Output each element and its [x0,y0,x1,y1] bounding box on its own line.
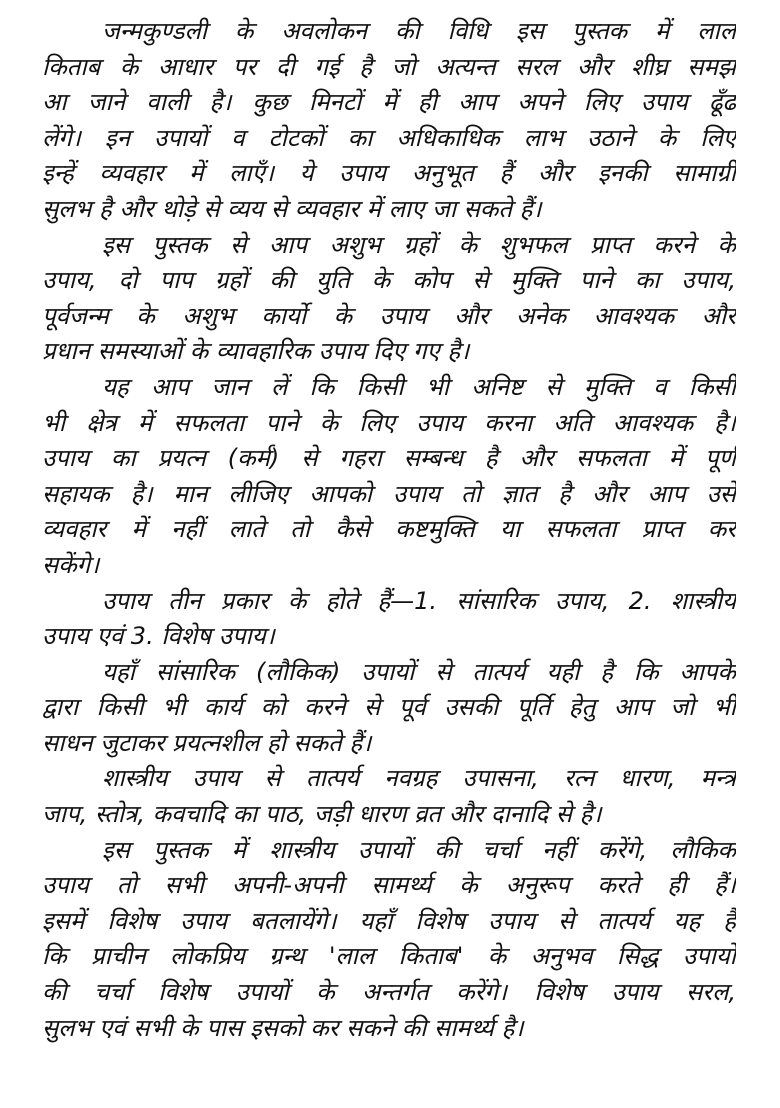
book-page-text [42,14,736,1046]
text-line: उपाय तो सभी अपनी-अपनी सामर्थ्य के अनुरूप करते ही हैं। [42,871,736,900]
text-line: उपाय तीन प्रकार के होते हैं—1. सांसारिक उपाय, 2. शास्त्रीय [102,586,736,615]
text-line: इस पुस्तक से आप अशुभ ग्रहों के शुभफल प्राप्त करने के [102,230,736,259]
text-line: सुलभ है और थोड़े से व्यय से व्यवहार में लाए जा सकते हैं। [42,194,542,223]
text-line: की चर्चा विशेष उपायों के अन्तर्गत करेंगे। विशेष उपाय सरल, [42,978,736,1007]
text-line: इसमें विशेष उपाय बतलायेंगे। यहाँ विशेष उपाय से तात्पर्य यह है [42,906,736,935]
text-line: साधन जुटाकर प्रयत्नशील हो सकते हैं। [42,728,372,757]
text-line: भी क्षेत्र में सफलता पाने के लिए उपाय करना अति आवश्यक है। [42,408,736,437]
text-line: उपाय, दो पाप ग्रहों की युति के कोप से मुक्ति पाने का उपाय, [42,266,736,295]
paragraph [42,584,736,655]
paragraph [42,14,736,228]
text-line: यहाँ सांसारिक (लौकिक) उपायों से तात्पर्य यही है कि आपके [102,657,736,686]
paragraph [42,655,736,762]
paragraph [42,370,736,584]
text-line: कि प्राचीन लोकप्रिय ग्रन्थ 'लाल किताब' के अनुभव सिद्ध उपायों [42,942,736,971]
paragraph [42,228,736,370]
text-line: शास्त्रीय उपाय से तात्पर्य नवग्रह उपासना, रत्न धारण, मन्त्र [102,764,736,793]
text-line: उपाय एवं 3. विशेष उपाय। [42,622,275,651]
text-line: जाप, स्तोत्र, कवचादि का पाठ, जड़ी धारण व्रत और दानादि से है। [42,800,602,829]
text-line: सकेंगे। [42,550,100,579]
text-line: सुलभ एवं सभी के पास इसको कर सकने की सामर्थ्य है। [42,1013,524,1042]
text-line: यह आप जान लें कि किसी भी अनिष्ट से मुक्ति व किसी [102,372,736,401]
text-line: व्यवहार में नहीं लाते तो कैसे कष्टमुक्ति या सफलता प्राप्त कर [42,515,736,544]
text-line: द्वारा किसी भी कार्य को करने से पूर्व उसकी पूर्ति हेतु आप जो भी [42,693,736,722]
paragraph [42,761,736,832]
text-line: लेंगे। इन उपायों व टोटकों का अधिकाधिक लाभ उठाने के लिए [42,123,736,152]
text-line: किताब के आधार पर दी गई है जो अत्यन्त सरल और शीघ्र समझ [42,52,736,81]
paragraph [42,833,736,1047]
text-line: इन्हें व्यवहार में लाएँ। ये उपाय अनुभूत हैं और इनकी सामाग्री [42,159,736,188]
text-line: आ जाने वाली है। कुछ मिनटों में ही आप अपने लिए उपाय ढूँढ [42,88,736,117]
text-line: सहायक है। मान लीजिए आपको उपाय तो ज्ञात है और आप उसे [42,479,736,508]
text-line: इस पुस्तक में शास्त्रीय उपायों की चर्चा नहीं करेंगे, लौकिक [102,835,736,864]
text-line: पूर्वजन्म के अशुभ कार्यो के उपाय और अनेक आवश्यक और [42,301,736,330]
text-line: प्रधान समस्याओं के व्यावहारिक उपाय दिए गए है। [42,337,470,366]
text-line: जन्मकुण्डली के अवलोकन की विधि इस पुस्तक में लाल [102,17,736,45]
text-line: उपाय का प्रयत्न (कर्म) से गहरा सम्बन्ध है और सफलता में पूर्ण [42,444,736,473]
